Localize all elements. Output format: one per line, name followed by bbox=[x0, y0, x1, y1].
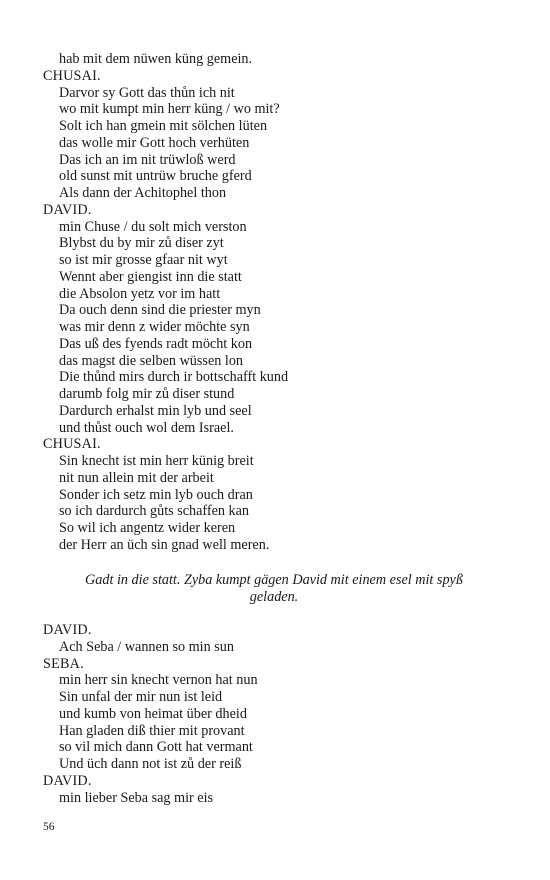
speaker-name: CHUSAI. bbox=[43, 67, 101, 84]
verse-line: Als dann der Achitophel thon bbox=[59, 185, 227, 201]
stage-direction-line-2: geladen. bbox=[249, 589, 299, 605]
verse-line: das wolle mir Gott hoch verhüten bbox=[59, 134, 250, 151]
verse-line: Han gladen diß thier mit provant bbox=[59, 722, 245, 739]
verse-line: darumb folg mir zů diser stund bbox=[59, 386, 235, 402]
verse-line: der Herr an üch sin gnad well meren. bbox=[59, 536, 270, 553]
verse-line: old sunst mit untrüw bruche gferd bbox=[59, 168, 252, 185]
verse-line: Die thůnd mirs durch ir bottschafft kund bbox=[59, 369, 289, 386]
verse-line: Sin knecht ist min herr künig breit bbox=[59, 453, 254, 469]
stage-direction-line-1: Gadt in die statt. Zyba kumpt gägen David mit einem esel mit spyß bbox=[85, 572, 463, 588]
verse-line: Darvor sy Gott das thůn ich nit bbox=[59, 84, 235, 101]
verse-line: Das uß des fyends radt möcht kon bbox=[59, 335, 253, 352]
verse-line: Ach Seba / wannen so min sun bbox=[59, 638, 234, 655]
verse-line: min herr sin knecht vernon hat nun bbox=[59, 672, 258, 689]
verse-line: wo mit kumpt min herr küng / wo mit? bbox=[59, 101, 280, 118]
verse-line: hab mit dem nüwen küng gemein. bbox=[59, 51, 253, 67]
verse-line: Sonder ich setz min lyb ouch dran bbox=[59, 486, 253, 503]
verse-line: min Chuse / du solt mich verston bbox=[59, 218, 247, 235]
verse-line: Dardurch erhalst min lyb und seel bbox=[59, 402, 252, 419]
verse-line: min lieber Seba sag mir eis bbox=[59, 789, 214, 806]
verse-line: Solt ich han gmein mit sölchen lüten bbox=[59, 118, 268, 134]
verse-line: und kumb von heimat über dheid bbox=[59, 705, 247, 722]
verse-line: Da ouch denn sind die priester myn bbox=[59, 302, 261, 319]
verse-line: was mir denn z wider möchte syn bbox=[59, 319, 250, 335]
stage-direction bbox=[44, 572, 504, 606]
verse-line: Blybst du by mir zů diser zyt bbox=[59, 235, 224, 252]
speaker-name: DAVID. bbox=[43, 201, 92, 218]
dialogue-block-2 bbox=[0, 622, 550, 806]
verse-line: nit nun allein mit der arbeit bbox=[59, 469, 214, 486]
verse-line: das magst die selben wüssen lon bbox=[59, 352, 244, 369]
verse-line: Sin unfal der mir nun ist leid bbox=[59, 689, 223, 705]
verse-line: und thůst ouch wol dem Israel. bbox=[59, 419, 234, 436]
verse-line: Und üch dann not ist zů der reiß bbox=[59, 756, 242, 772]
verse-line: so vil mich dann Gott hat vermant bbox=[59, 739, 253, 756]
verse-line: Das ich an im nit trüwloß werd bbox=[59, 151, 236, 168]
dialogue-block-1 bbox=[0, 51, 550, 554]
page-number: 56 bbox=[43, 821, 55, 833]
speaker-name: CHUSAI. bbox=[43, 436, 101, 453]
verse-line: So wil ich angentz wider keren bbox=[59, 520, 236, 536]
speaker-name: SEBA. bbox=[43, 655, 84, 672]
speaker-name: DAVID. bbox=[43, 622, 92, 638]
verse-line: die Absolon yetz vor im hatt bbox=[59, 285, 221, 302]
verse-line: Wennt aber giengist inn die statt bbox=[59, 268, 242, 285]
speaker-name: DAVID. bbox=[43, 772, 92, 789]
verse-line: so ich dardurch gůts schaffen kan bbox=[59, 503, 250, 520]
verse-line: so ist mir grosse gfaar nit wyt bbox=[59, 252, 228, 268]
